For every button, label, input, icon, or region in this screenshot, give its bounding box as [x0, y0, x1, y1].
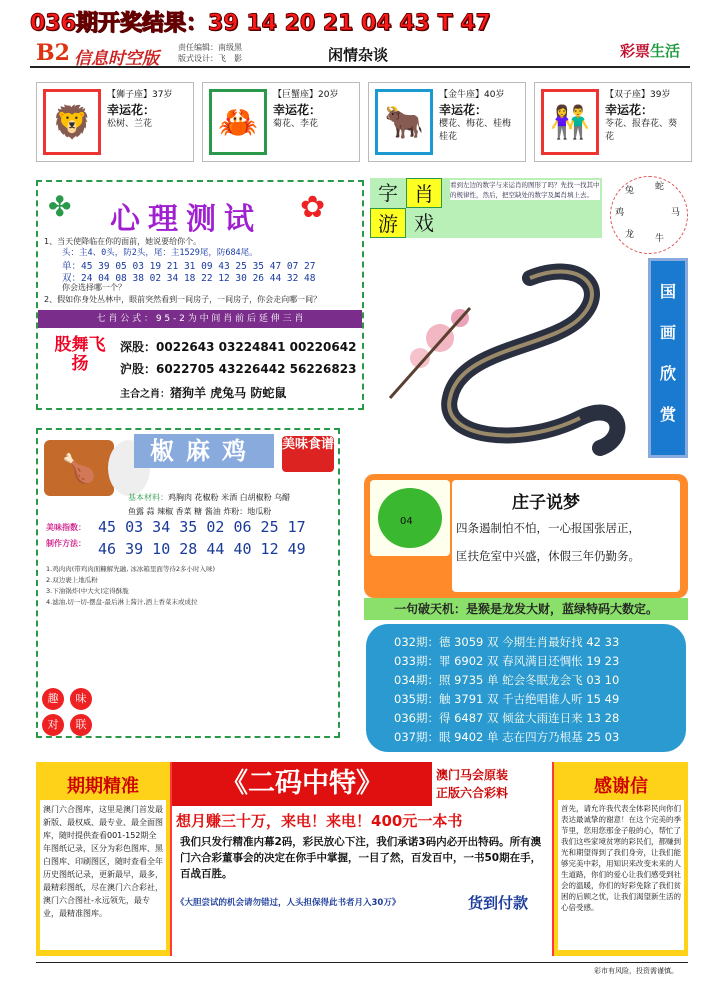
crab-icon: 🦀 — [209, 89, 267, 155]
wheel-item: 马 — [671, 208, 681, 218]
history-panel — [366, 624, 686, 752]
wheel-item: 龙 — [625, 230, 635, 240]
ad-side-1: 澳门马会原装 — [436, 768, 509, 782]
page-header — [30, 38, 690, 68]
lucky-label: 幸运花： — [273, 103, 322, 117]
riddle-text: 看到左边的数字与来运肖的图形了吗？先找一找其中的规律性，然后，把空缺处的数字及属肖填上去。 — [450, 181, 600, 199]
dream-content — [452, 480, 680, 592]
step: 1.鸡肉肉(带鸡肉面糠解先融, 冰冰箱里面等待2多小时入味) — [46, 565, 216, 573]
index-numbers: 45 03 34 35 02 06 25 17 — [98, 518, 306, 536]
leaf-photo — [370, 480, 450, 556]
left-body: 澳门六合图库，这里是澳门首发最新版、最权威、最专业、最全面图库，随时提供查看001-152期全年图纸记录，区分为彩色图库、黑白图库、印刷图区，随时查看全年历史图纸记录，更新最早，最多，最精彩图纸，尽在澳门六合彩社，澳门六合图社-永远领先，最专业，最精准图库。 — [40, 800, 166, 950]
center-ad — [172, 762, 552, 956]
lucky-label: 幸运花： — [439, 103, 488, 117]
right-body: 首先，请允许我代表全体彩民向你们表达最诚挚的谢意！在这个完美的季节里，您用您那金子般的心，帮忙了我们这些家境贫寒的彩民们，都赚到光和期望得到了我们身旁，让我们能够完美中彩，用知识来改变未来的人生道路，你们的爱心让我们感受到社会的温暖，你们的好彩免除了我们贫困的后顾之忧，让我们渴望新生活的心倍受感。 — [558, 800, 684, 950]
footer-note: 彩市有风险，投资需谨慎。 — [594, 967, 678, 975]
ad-title: 《二码中特》 — [172, 762, 432, 806]
art-char: 赏 — [659, 405, 676, 424]
sh-stock: 沪股：6022705 43226442 56226823 — [120, 362, 357, 376]
history-row: 035期：触 3791 双 千古绝唱谁人听 15 49 — [394, 692, 620, 706]
sz-stock: 深股：0022643 03224841 00220642 — [120, 340, 357, 354]
question-1b: 你会选择哪一个？ — [62, 283, 126, 292]
logo-a: 彩票 — [619, 42, 650, 60]
zodiac-sign: 【双子座】39岁 — [605, 90, 671, 100]
edition-name: 信息时空版 — [74, 49, 159, 69]
method-label: 制作方法： — [46, 539, 86, 548]
zodiac-wheel — [610, 176, 688, 254]
wheel-item: 兔 — [625, 186, 635, 196]
dream-title: 庄子说梦 — [512, 493, 580, 513]
ad-block — [36, 762, 688, 956]
lantern: 对 — [42, 714, 64, 736]
wheel-item: 牛 — [655, 234, 665, 244]
flowers: 松树、兰花 — [107, 119, 153, 129]
dream-panel — [364, 474, 688, 598]
footer-rule — [36, 962, 688, 963]
odd-row: 单：45 39 05 03 19 21 31 09 43 25 35 47 07 27 — [62, 261, 316, 272]
leaf-number: 04 — [400, 516, 413, 527]
riddle-char: 游 — [370, 208, 406, 238]
wheel-item: 鸡 — [615, 208, 625, 218]
flowers: 苓花、报春花、葵花 — [605, 119, 678, 142]
left-column — [36, 762, 170, 956]
art-char: 欣 — [659, 364, 676, 383]
question-2: 2、假如你身处丛林中，眼前突然看到一间房子，一间房子，你会走向哪一间？ — [44, 295, 322, 304]
riddle-char: 戏 — [414, 211, 434, 235]
riddle-char: 字 — [378, 181, 398, 205]
brand-logo: 股舞飞扬 — [54, 335, 106, 374]
art-char: 画 — [659, 323, 676, 342]
right-column — [554, 762, 688, 956]
flowers: 菊花、李花 — [273, 119, 319, 129]
lantern: 味 — [70, 688, 92, 710]
zodiac-sign: 【金牛座】40岁 — [439, 90, 505, 100]
riddle-char: 肖 — [406, 178, 442, 208]
history-row: 032期：德 3059 双 今期生肖最好找 42 33 — [394, 635, 620, 649]
index-label: 美味指数： — [46, 523, 86, 532]
lantern: 趣 — [42, 688, 64, 710]
step: 2.双边裹上地瓜粉 — [46, 576, 98, 584]
recipe-tag: 美味食谱 — [282, 436, 334, 472]
clover-icon: ✤ — [48, 190, 72, 223]
recipe-steps — [46, 564, 215, 608]
art-char: 国 — [659, 282, 676, 301]
dish-title: 椒麻鸡 — [134, 434, 274, 468]
riddle-box — [370, 178, 602, 238]
ad-slogan: 想月赚三十万，来电！来电！400元一本书 — [176, 812, 463, 830]
question-1: 1、当天使降临在你的面前，她说要给你个。 — [44, 237, 202, 246]
ad-side-2: 正版六合彩料 — [436, 786, 509, 800]
formula-bar: 七 肖 公 式 ： 9 5 - 2 为 中 间 肖 前 后 延 伸 三 肖 — [38, 310, 362, 328]
flower-blossom — [426, 324, 454, 352]
step: 3.下油锅炸(中大火)定得酥脆 — [46, 587, 129, 595]
result-banner — [0, 0, 718, 38]
right-title: 感谢信 — [594, 776, 648, 797]
zodiac-card — [36, 82, 194, 162]
dream-line: 四条遏制怕不怕，一心报国张居正， — [456, 521, 640, 535]
bull-icon: 🐂 — [375, 89, 433, 155]
logo-b: 生活 — [649, 42, 680, 60]
zodiac-card — [202, 82, 360, 162]
twins-icon: 👫 — [541, 89, 599, 155]
ad-body: 我们只发行精准内幕2码，彩民放心下注，我们承诺3码内必开出特码。所有澳门六合彩董事会的决定在你手中掌握，一目了然，百发百中，一书50期在手，百战百胜。 — [180, 836, 542, 880]
flowers: 樱花、梅花、桂梅桂花 — [439, 119, 512, 142]
recipe-panel — [36, 428, 340, 738]
main-zodiac: 主合之肖：猪狗羊 虎兔马 防蛇鼠 — [120, 386, 287, 400]
psych-test-panel — [36, 180, 364, 410]
history-row: 033期：罪 6902 双 春风满目还惆怅 19 23 — [394, 654, 620, 668]
editor: 责任编辑：南级黑 — [178, 43, 242, 52]
lantern: 联 — [70, 714, 92, 736]
even-row: 双：24 04 08 38 02 34 18 22 12 30 26 44 32 48 — [62, 273, 316, 284]
snake-painting — [380, 248, 650, 460]
dream-line: 匡扶危室中兴盛，休假三年仍勤务。 — [456, 549, 640, 563]
zodiac-sign: 【狮子座】37岁 — [107, 90, 173, 100]
hint-banner: 一句破天机：是猴是龙发大财，蓝绿特码大数定。 — [364, 598, 688, 620]
zodiac-card — [534, 82, 692, 162]
ad-footnote: 《大胆尝试的机会请勿错过，人头担保得此书者月入30万》 — [176, 898, 401, 908]
history-row: 037期：眼 9402 单 志在四方乃根基 25 03 — [394, 730, 620, 744]
result-text: 036期开奖结果：39 14 20 21 04 43 T 47 — [30, 11, 491, 36]
page-number: B2 — [36, 40, 70, 66]
method-numbers: 46 39 10 28 44 40 12 49 — [98, 540, 306, 558]
history-row: 034期：照 9735 单 蛇会冬眠龙会飞 03 10 — [394, 673, 620, 687]
cod-label: 货到付款 — [468, 894, 529, 912]
history-row: 036期：得 6487 双 倾盆大雨连日来 13 28 — [394, 711, 620, 725]
step: 4.滤油,切一切-摆盘-最后淋上酱汁,洒上香菜末或成拉 — [46, 598, 198, 606]
section-title: 闲情杂谈 — [328, 46, 389, 64]
dish-photo: 🍗 — [44, 440, 114, 496]
designer: 版式设计：飞 影 — [178, 54, 242, 63]
zodiac-sign: 【巨蟹座】20岁 — [273, 90, 339, 100]
lucky-label: 幸运花： — [605, 103, 654, 117]
flower-icon: ✿ — [300, 190, 326, 225]
ingredients-1: 基本材料：鸡胸肉 花椒粉 米酒 白胡椒粉 乌醋 — [128, 493, 291, 502]
lantern-couplet — [42, 688, 102, 738]
ad-side — [436, 766, 508, 802]
left-title: 期期精准 — [67, 776, 139, 797]
zodiac-card — [368, 82, 526, 162]
lion-icon: 🦁 — [43, 89, 101, 155]
psych-title: 心理测试 — [110, 202, 262, 237]
head-tail-row: 头：主4、0头，防2头，尾：主1529尾，防684尾。 — [62, 248, 258, 258]
lucky-label: 幸运花： — [107, 103, 156, 117]
art-label — [648, 258, 688, 458]
ingredients-2: 鱼露 蒜 辣椒 香菜 糖 酱油 炸粉：地瓜粉 — [128, 507, 272, 516]
wheel-item: 蛇 — [655, 182, 665, 192]
logo — [620, 40, 680, 61]
editor-info — [178, 42, 242, 64]
